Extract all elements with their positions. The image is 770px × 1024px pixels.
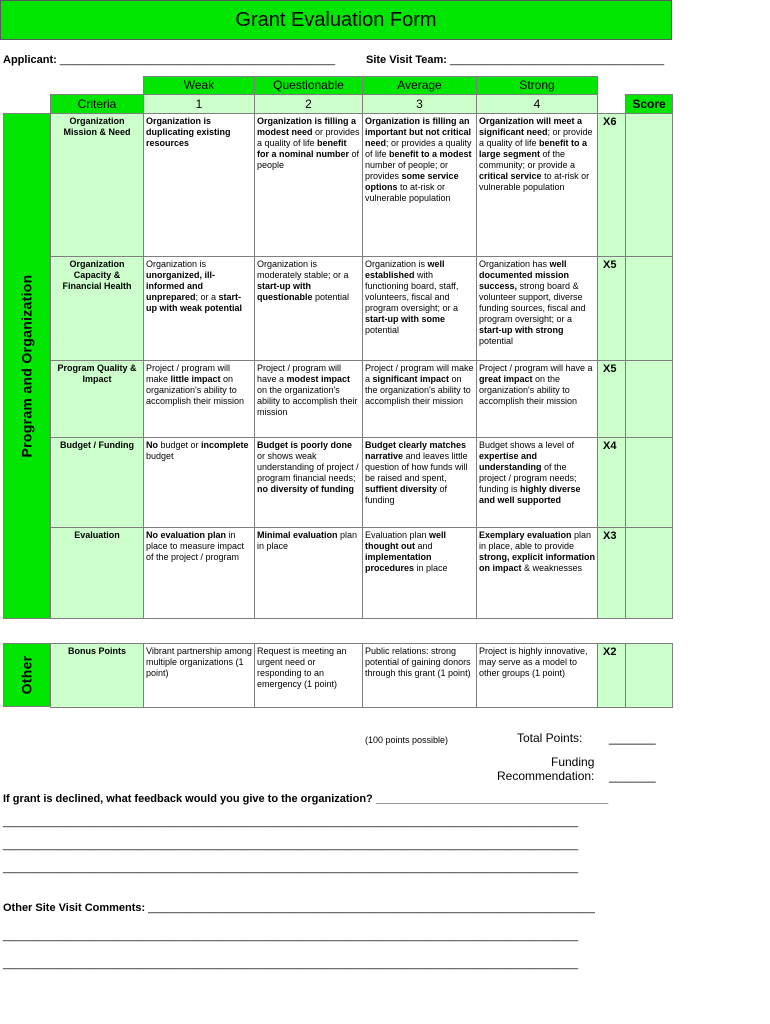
rating-cell-4[interactable] <box>476 527 598 619</box>
rating-text: implementation procedures <box>365 552 432 573</box>
rating-text: Project / program will make <box>146 363 231 384</box>
rating-cell-2[interactable] <box>254 113 363 257</box>
header-criteria: Criteria <box>50 94 144 114</box>
rating-text: expertise and understanding <box>479 451 542 472</box>
funding-recommendation-field[interactable]: _______ <box>609 769 656 783</box>
rating-text: incomplete <box>201 440 249 450</box>
rating-text: no diversity of funding <box>257 484 354 494</box>
other-comments-field[interactable]: _________________________________________________________________________ <box>148 902 595 914</box>
rating-text: Project / program will have a <box>257 363 342 384</box>
funding-label-line1: Funding <box>551 755 595 769</box>
rating-cell-3[interactable] <box>362 527 477 619</box>
rating-text: potential <box>365 325 400 335</box>
rating-text: potential <box>479 336 514 346</box>
funding-label-line2: Recommendation: <box>497 769 595 783</box>
rating-text: start-up with questionable <box>257 281 313 302</box>
comments-line[interactable]: ______________________________________________________________________________________________ <box>3 930 579 942</box>
rating-text: Organization is <box>146 259 207 269</box>
rating-text: critical service <box>479 171 542 181</box>
rating-text: well documented mission success, <box>479 259 570 291</box>
rating-text: number of people; or provides <box>365 160 449 181</box>
bonus-cell-2: Request is meeting an urgent need or responding to an emergency (1 point) <box>254 643 363 708</box>
rating-text: benefit to a large segment <box>479 138 588 159</box>
rating-cell-3[interactable] <box>362 437 477 528</box>
rating-cell-1[interactable] <box>143 113 255 257</box>
header-num-1: 1 <box>143 94 255 114</box>
rating-text: No <box>146 440 158 450</box>
rating-text: Minimal evaluation <box>257 530 338 540</box>
rating-text: and leaves little question of how funds will be raised and spent, <box>365 451 468 483</box>
score-multiplier: X5 <box>597 360 626 438</box>
rating-text: of people <box>257 149 360 170</box>
rating-cell-2[interactable] <box>254 437 363 528</box>
score-field[interactable] <box>625 360 673 438</box>
rating-text: Project / program will make a <box>365 363 474 384</box>
form-title: Grant Evaluation Form <box>0 0 672 40</box>
criteria-cell: Budget / Funding <box>50 437 144 528</box>
header-weak: Weak <box>143 76 255 95</box>
rating-text: plan in place, able to provide <box>479 530 592 551</box>
score-multiplier: X4 <box>597 437 626 528</box>
rating-text: of funding <box>365 484 448 505</box>
feedback-line[interactable]: ______________________________________________________________________________________________ <box>3 862 579 874</box>
rating-text: start-up with weak potential <box>146 292 243 313</box>
header-num-3: 3 <box>362 94 477 114</box>
header-strong: Strong <box>476 76 598 95</box>
declined-field[interactable]: ______________________________________ <box>375 793 609 805</box>
criteria-cell: Organization Capacity & Financial Health <box>50 256 144 361</box>
score-field[interactable] <box>625 437 673 528</box>
criteria-cell: Program Quality & Impact <box>50 360 144 438</box>
criteria-cell: Organization Mission & Need <box>50 113 144 257</box>
rating-cell-2[interactable] <box>254 256 363 361</box>
rating-text: Budget is poorly done <box>257 440 353 450</box>
rating-text: some service options <box>365 171 459 192</box>
rating-cell-2[interactable] <box>254 527 363 619</box>
score-multiplier: X5 <box>597 256 626 361</box>
score-multiplier: X6 <box>597 113 626 257</box>
feedback-line[interactable]: ______________________________________________________________________________________________ <box>3 839 579 851</box>
rating-text: start-up with some <box>365 314 446 324</box>
rating-text: on organization's ability to accomplish their mission <box>146 374 245 406</box>
rating-text: potential <box>312 292 350 302</box>
rating-text: budget <box>146 451 174 461</box>
other-comments-row <box>3 902 595 914</box>
rating-text: of the community; or provide a <box>479 149 576 170</box>
rating-text: on the organization's ability to accomplish their mission <box>365 374 471 406</box>
rating-text: well established <box>365 259 445 280</box>
rating-text: Organization is <box>365 259 428 269</box>
rating-text: in place to measure impact of the project / program <box>146 530 245 562</box>
header-num-4: 4 <box>476 94 598 114</box>
rating-text: to at-risk or vulnerable population <box>365 182 451 203</box>
rating-text: great impact <box>479 374 533 384</box>
rating-text: in place <box>414 563 448 573</box>
rating-text: to at-risk or vulnerable population <box>479 171 590 192</box>
rating-text: or shows weak understanding of project / program financial needs; <box>257 451 359 483</box>
rating-cell-4[interactable] <box>476 437 598 528</box>
rating-text: Organization is moderately stable; or a <box>257 259 349 280</box>
criteria-cell: Evaluation <box>50 527 144 619</box>
other-comments-label: Other Site Visit Comments: <box>3 902 146 914</box>
rating-cell-1[interactable] <box>143 437 255 528</box>
rating-text: strong, explicit information on impact <box>479 552 596 573</box>
rating-text: No evaluation plan <box>146 530 227 540</box>
rating-cell-1[interactable] <box>143 360 255 438</box>
comments-line[interactable]: ______________________________________________________________________________________________ <box>3 958 579 970</box>
total-points-field[interactable]: _______ <box>609 731 656 745</box>
bonus-cell-1: Vibrant partnership among multiple organizations (1 point) <box>143 643 255 708</box>
rating-cell-3[interactable] <box>362 113 477 257</box>
section-program-label: Program and Organization <box>18 274 35 458</box>
rating-text: benefit for a nominal number <box>257 138 350 159</box>
rating-text: budget or <box>158 440 202 450</box>
rating-text: ; or provides a quality of life <box>365 138 472 159</box>
rating-text: highly diverse and well supported <box>479 484 581 505</box>
rating-text: modest impact <box>286 374 351 384</box>
rating-text: suffient diversity <box>365 484 438 494</box>
declined-question: If grant is declined, what feedback would you give to the organization? <box>3 793 373 805</box>
score-field[interactable] <box>625 527 673 619</box>
bonus-criteria: Bonus Points <box>50 643 144 708</box>
rating-cell-4[interactable] <box>476 113 598 257</box>
rating-text: on the organization's ability to accomplish their mission <box>257 385 358 417</box>
rating-text: Organization will meet a significant need <box>479 116 583 137</box>
rating-text: and <box>414 541 433 551</box>
bonus-cell-4: Project is highly innovative, may serve as a model to other groups (1 point) <box>476 643 598 708</box>
header-average: Average <box>362 76 477 95</box>
rating-text: with functioning board, staff, volunteers, fiscal and program oversight; or a <box>365 270 459 313</box>
rating-text: on the organization's ability to accomplish their mission <box>479 374 578 406</box>
section-other-label: Other <box>18 655 35 695</box>
header-num-2: 2 <box>254 94 363 114</box>
points-possible: (100 points possible) <box>365 735 449 745</box>
header-questionable: Questionable <box>254 76 363 95</box>
feedback-line[interactable]: ______________________________________________________________________________________________ <box>3 816 579 828</box>
rating-text: ; or provide a quality of life <box>479 127 593 148</box>
rating-text: well thought out <box>365 530 447 551</box>
rating-cell-4[interactable] <box>476 360 598 438</box>
score-field[interactable] <box>625 113 673 257</box>
rating-text: Project / program will have a <box>479 363 593 373</box>
rating-cell-2[interactable] <box>254 360 363 438</box>
score-field[interactable] <box>625 256 673 361</box>
total-points-label: Total Points: <box>517 731 583 745</box>
rating-text: start-up with strong <box>479 325 564 335</box>
rating-text: plan in place <box>257 530 358 551</box>
rating-text: unorganized, ill-informed and unprepared <box>146 270 215 302</box>
site-visit-label: Site Visit Team: <box>366 54 447 66</box>
rating-text: little impact <box>170 374 221 384</box>
rating-text: Budget shows a level of <box>479 440 575 450</box>
rating-text: benefit to a modest <box>389 149 472 159</box>
applicant-field[interactable]: _____________________________________________ <box>59 54 336 66</box>
rating-cell-3[interactable] <box>362 256 477 361</box>
site-visit-row <box>366 54 664 66</box>
section-program-organization <box>3 113 50 619</box>
section-other <box>3 643 50 707</box>
rating-cell-1[interactable] <box>143 256 255 361</box>
rating-text: Exemplary evaluation <box>479 530 572 540</box>
header-score: Score <box>625 94 673 114</box>
rating-text: strong board & volunteer support, diverse funding sources, fiscal and program oversight; or a <box>479 281 586 324</box>
rating-cell-1[interactable] <box>143 527 255 619</box>
rating-cell-3[interactable] <box>362 360 477 438</box>
declined-feedback-row <box>3 793 608 805</box>
rating-cell-4[interactable] <box>476 256 598 361</box>
score-multiplier: X3 <box>597 527 626 619</box>
bonus-cell-3: Public relations: strong potential of gaining donors through this grant (1 point) <box>362 643 477 708</box>
site-visit-field[interactable]: ___________________________________ <box>449 54 665 66</box>
rating-text: of the project / program needs; funding is <box>479 462 577 494</box>
rating-text: or provides a quality of life <box>257 127 360 148</box>
rating-text: Evaluation plan <box>365 530 430 540</box>
rating-text: Organization is filling a modest need <box>257 116 357 137</box>
bonus-score-field[interactable] <box>625 643 673 708</box>
rating-text: significant impact <box>372 374 450 384</box>
bonus-multiplier: X2 <box>597 643 626 708</box>
applicant-label: Applicant: <box>3 54 57 66</box>
rating-text: Budget clearly matches narrative <box>365 440 467 461</box>
rating-text: & weaknesses <box>521 563 583 573</box>
applicant-row <box>3 54 335 66</box>
rating-text: Organization is duplicating existing resources <box>146 116 231 148</box>
rating-text: Organization is filling an important but not critical need <box>365 116 472 148</box>
rating-text: Organization has <box>479 259 550 269</box>
rating-text: ; or a <box>195 292 219 302</box>
